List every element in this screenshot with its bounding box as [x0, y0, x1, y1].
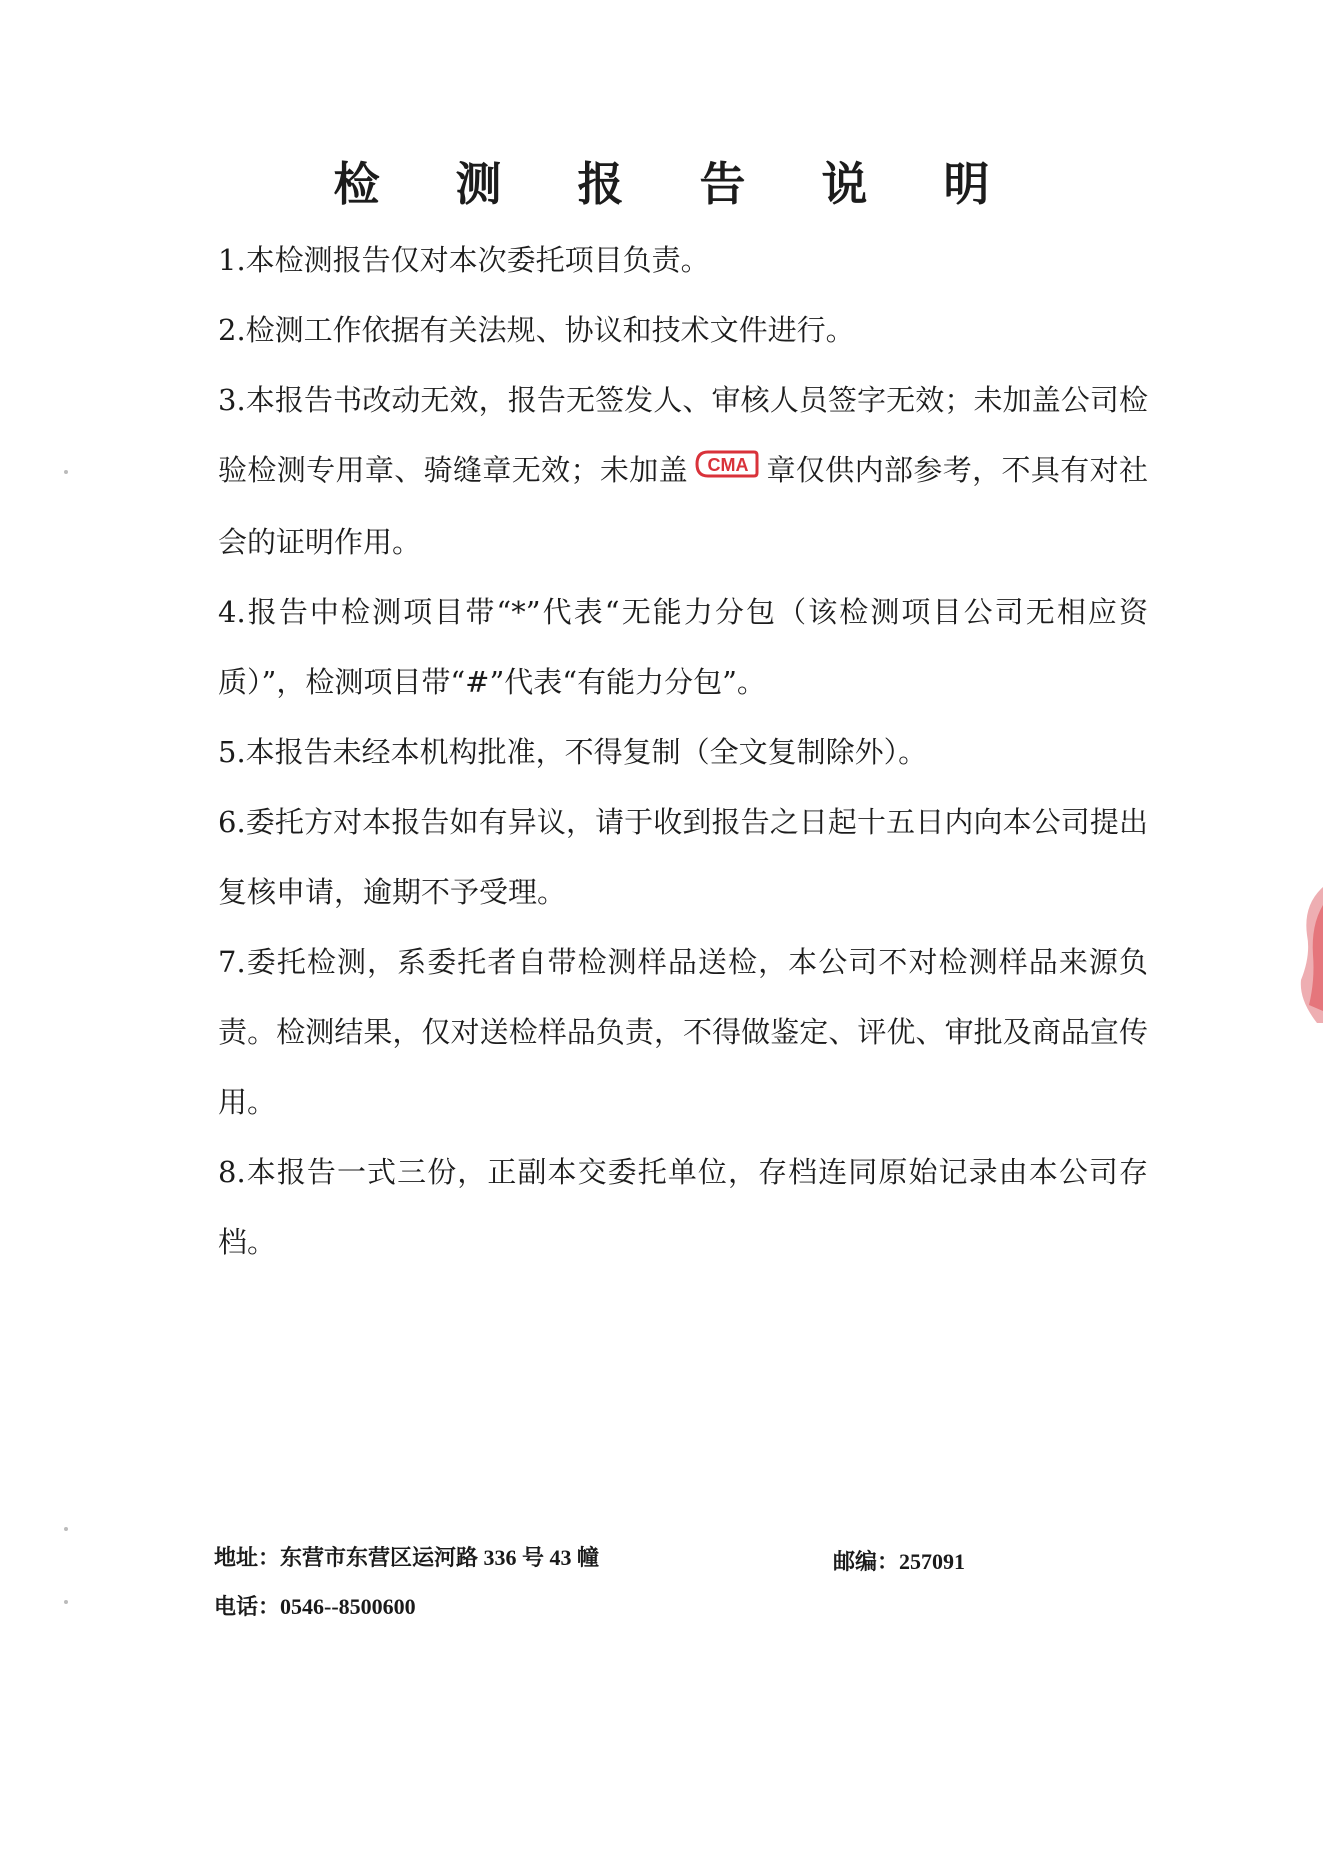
note-8: 8.本报告一式三份，正副本交委托单位，存档连同原始记录由本公司存档。	[218, 1155, 1148, 1259]
note-6: 6.委托方对本报告如有异议，请于收到报告之日起十五日内向本公司提出复核申请，逾期不予受理。	[218, 805, 1148, 909]
postal-code: 邮编：257091	[833, 1549, 966, 1574]
scan-speck	[64, 1527, 68, 1531]
cma-mark-icon	[694, 434, 760, 504]
document-title: 检 测 报 告 说 明	[333, 157, 1020, 211]
scan-speck	[64, 470, 68, 474]
note-3-text-b: 章仅供内部参考，不具有对社会的证明作用。	[218, 453, 1148, 559]
company-phone: 电话：0546--8500600	[214, 1594, 416, 1619]
notes-body	[218, 225, 1148, 1277]
note-4: 4.报告中检测项目带“*”代表“无能力分包（该检测项目公司无相应资质）”，检测项目带“#”代表“有能力分包”。	[218, 595, 1148, 699]
note-1: 1.本检测报告仅对本次委托项目负责。	[218, 243, 710, 277]
scan-speck	[64, 1600, 68, 1604]
seam-seal-fragment	[1297, 885, 1323, 1029]
note-2: 2.检测工作依据有关法规、协议和技术文件进行。	[218, 313, 855, 347]
company-address: 地址：东营市东营区运河路 336 号 43 幢	[214, 1545, 600, 1570]
note-3	[218, 365, 1148, 577]
note-5: 5.本报告未经本机构批准，不得复制（全文复制除外）。	[218, 735, 928, 769]
note-7: 7.委托检测，系委托者自带检测样品送检，本公司不对检测样品来源负责。检测结果，仅对送检样品负责，不得做鉴定、评优、审批及商品宣传用。	[218, 945, 1148, 1119]
cma-mark-text: CMA	[707, 455, 749, 475]
note-3-text-a: 3.本报告书改动无效，报告无签发人、审核人员签字无效；未加盖公司检验检测专用章、骑缝章无效；未加盖	[218, 383, 1148, 487]
